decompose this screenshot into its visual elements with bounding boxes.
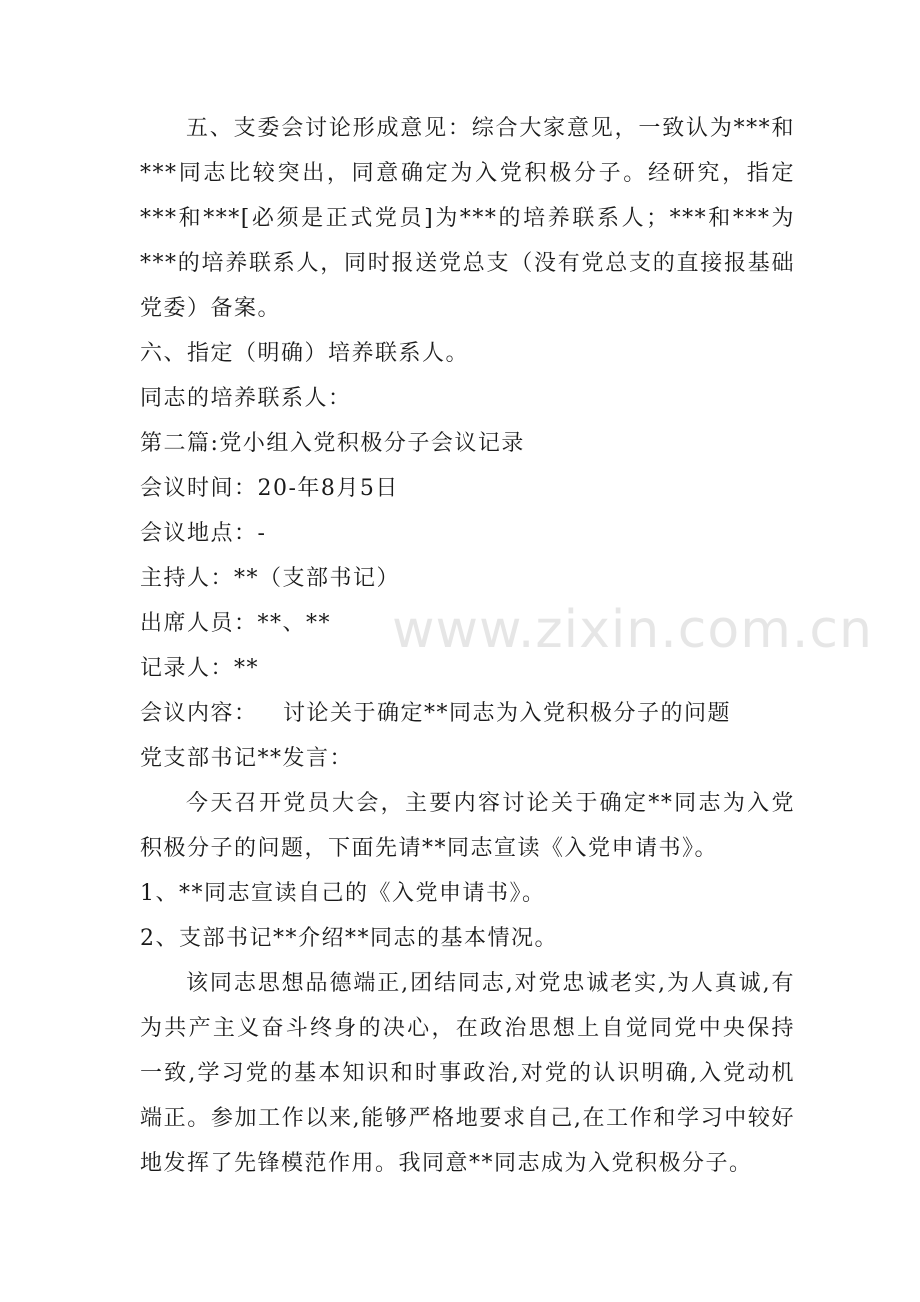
- meeting-time: 会议时间：20-年8月5日: [140, 476, 399, 501]
- meeting-attendees: 出席人员：**、**: [140, 611, 332, 636]
- secretary-speech-label: 党支部书记**发言：: [140, 746, 354, 771]
- meeting-recorder: 记录人：**: [140, 656, 260, 681]
- watermark: www.zixin.com.cn: [392, 600, 873, 660]
- document-body: [140, 106, 795, 1186]
- paragraph-candidate-evaluation: 该同志思想品德端正,团结同志,对党忠诚老实,为人真诚,有为共产主义奋斗终身的决心，在政治思想上自觉同党中央保持一致,学习党的基本知识和时事政治,对党的认识明确,入党动机端正。参加工作以来,能够严格地要求自己,在工作和学习中较好地发挥了先锋模范作用。我同意**同志成为入党积极分子。: [140, 971, 795, 1176]
- meeting-content: 会议内容： 讨论关于确定**同志为入党积极分子的问题: [140, 701, 731, 726]
- section-heading-part-two: 第二篇:党小组入党积极分子会议记录: [140, 431, 525, 456]
- meeting-host: 主持人：**（支部书记）: [140, 566, 401, 591]
- agenda-item-2: 2、支部书记**介绍**同志的基本情况。: [140, 926, 558, 951]
- paragraph-meeting-opening: 今天召开党员大会，主要内容讨论关于确定**同志为入党积极分子的问题，下面先请**同志宣读《入党申请书》。: [140, 791, 795, 861]
- paragraph-contact-person-label: 同志的培养联系人：: [140, 386, 352, 411]
- meeting-location: 会议地点：-: [140, 521, 267, 546]
- paragraph-support-committee-opinion: 五、支委会讨论形成意见：综合大家意见，一致认为***和***同志比较突出，同意确定为入党积极分子。经研究，指定***和***[必须是正式党员]为***的培养联系人；***和***为***的培养联系人，同时报送党总支（没有党总支的直接报基础党委）备案。: [140, 116, 795, 321]
- paragraph-designate-contacts: 六、指定（明确）培养联系人。: [140, 341, 470, 366]
- agenda-item-1: 1、**同志宣读自己的《入党申请书》。: [140, 881, 546, 906]
